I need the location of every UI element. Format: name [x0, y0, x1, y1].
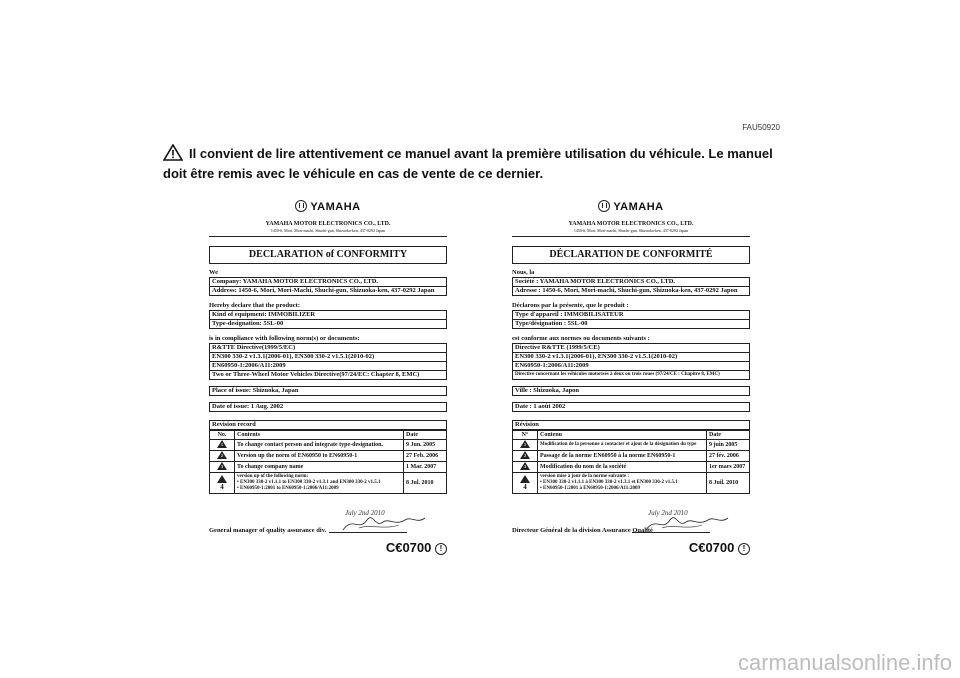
- norm-row: Two or Three-Wheel Motor Vehicles Directive(97/24/EC: Chapter 8, EMC): [212, 371, 420, 378]
- hereby-label: Déclarons par la présente, que le produit :: [512, 302, 629, 309]
- revision-table: [513, 430, 749, 493]
- revision-triangle-icon: [520, 475, 530, 483]
- header-contents: Contenu: [538, 431, 707, 440]
- norm-row: EN60950-1:2006/A11:2009: [513, 362, 749, 371]
- table-row: [513, 462, 749, 473]
- norm-row: Directive concernant les véhicules motorisés à deux ou trois roues (97/24/CE : Chapitre 8, EMC): [515, 372, 720, 377]
- hereby-label: Hereby declare that the product:: [209, 302, 300, 309]
- page-code: FAU50920: [742, 123, 780, 132]
- watermark: carmanualsonline.info: [737, 650, 952, 675]
- svg-text:July 2nd 2010: July 2nd 2010: [345, 509, 385, 517]
- header-no: N°: [513, 431, 538, 440]
- revision-date: 27 fév. 2006: [707, 451, 750, 462]
- revision-date: 1 Mar. 2007: [404, 462, 447, 473]
- product-box: [512, 310, 750, 329]
- signature-line: [329, 532, 407, 533]
- declaration-title: DÉCLARATION DE CONFORMITÉ: [512, 246, 750, 264]
- norms-box: [512, 343, 750, 380]
- revision-record: [209, 420, 447, 494]
- revision-triangle-icon: 2: [520, 451, 530, 459]
- date-box: [512, 402, 750, 412]
- revision-date: 1er mars 2007: [707, 462, 750, 473]
- tuning-fork-icon: [295, 200, 307, 212]
- table-row: [210, 440, 446, 451]
- date-box: [209, 402, 447, 412]
- signature-block: [209, 506, 447, 536]
- type-row: Type/désignation : 5SL-00: [515, 320, 588, 327]
- revision-contents: version mise à jour de la norme suivante : • EN300 330-2 v1.1.1 à EN300 330-2 v1.3.1 et EN300 330-2 v1.5.1 • EN60950-1:2001 à EN60950-1:2006/A11:2009: [538, 473, 707, 494]
- norm-row: EN60950-1:2006/A11:2009: [210, 362, 446, 371]
- revision-triangle-icon: 1: [520, 440, 530, 448]
- kind-row: Kind of equipment: IMMOBILIZER: [210, 311, 446, 320]
- revision-contents: Passage de la norme EN60950 à la norme EN60950-1: [538, 451, 707, 462]
- revision-triangle-icon: 3: [217, 462, 227, 470]
- table-row: [513, 440, 749, 451]
- declaration-english: [209, 200, 447, 555]
- table-header: [210, 431, 446, 440]
- revision-contents: version up of the following norm: • EN300 330-2 v1.1.1 to EN300 330-2 v1.3.1 and EN300 330-2 v1.5.1 • EN60950-1:2001 to EN60950-1:2006/A11:2009: [235, 473, 404, 494]
- company-name: YAMAHA MOTOR ELECTRONICS CO., LTD.: [568, 221, 694, 227]
- company-box: [512, 277, 750, 296]
- company-row: Société : YAMAHA MOTOR ELECTRONICS CO., LTD.: [513, 278, 749, 287]
- company-name: YAMAHA MOTOR ELECTRONICS CO., LTD.: [265, 221, 391, 227]
- place-row: Ville : Shizuoka, Japon: [515, 387, 580, 394]
- table-row: [210, 462, 446, 473]
- revision-triangle-icon: [217, 475, 227, 483]
- we-label: Nous, la: [512, 269, 535, 276]
- kind-row: Type d'appareil : IMMOBILISATEUR: [513, 311, 749, 320]
- alert-circle-icon: !: [435, 543, 447, 555]
- table-row: 4 version mise à jour de la norme suivante : • EN300 330-2 v1.1.1 à EN300 330-2 v1.3.1 et EN300 330-2 v1.5.1 • EN60950-1:2001 à EN60950-1:2006/A11:2009 8 Juil. 2010: [513, 473, 749, 494]
- warning-notice: [163, 144, 793, 182]
- revision-record: [512, 420, 750, 494]
- place-row: Place of issue: Shizuoka, Japan: [212, 387, 299, 394]
- address-row: Adresse : 1450-6, Mori, Mori-machi, Shuchi-gun, Shizuoka-ken, 437-0292 Japon: [515, 287, 738, 294]
- tuning-fork-icon: [598, 200, 610, 212]
- handwritten-signature: [339, 506, 429, 534]
- alert-circle-icon: !: [738, 543, 750, 555]
- place-box: [209, 386, 447, 396]
- we-label: We: [209, 269, 219, 276]
- handwritten-signature: [642, 506, 732, 534]
- warning-icon: [163, 144, 183, 165]
- type-row: Type-designation: 5SL-00: [212, 320, 284, 327]
- revision-table: [210, 430, 446, 493]
- date-row: Date : 1 août 2002: [515, 403, 566, 410]
- revision-date: 8 Juil. 2010: [707, 473, 750, 494]
- revision-title: Revision record: [210, 421, 446, 430]
- address-row: Address: 1450-6, Mori, Mori-Machi, Shuchi-gun, Shizuoka-ken, 437-0292 Japan: [212, 287, 435, 294]
- company-row: Company: YAMAHA MOTOR ELECTRONICS CO., LTD.: [210, 278, 446, 287]
- compliance-label: est conforme aux normes ou documents suivants :: [512, 335, 650, 342]
- signature-block: [512, 506, 750, 536]
- header-no: No.: [210, 431, 235, 440]
- signature-label: General manager of quality assurance div.: [209, 527, 327, 534]
- table-row: 4 version up of the following norm: • EN300 330-2 v1.1.1 to EN300 330-2 v1.3.1 and EN300 330-2 v1.5.1 • EN60950-1:2001 to EN60950-1:2006/A11:2009 8 Jul. 2010: [210, 473, 446, 494]
- compliance-label: is in compliance with following norm(s) or documents:: [209, 335, 360, 342]
- place-box: [512, 386, 750, 396]
- company-address: 1450-6, Mori, Mori-machi, Shuchi-gun, Shizuoka-ken, 437-0292 Japan: [512, 228, 750, 237]
- ce-mark: C€0700 !: [209, 540, 447, 555]
- revision-date: 8 Jul. 2010: [404, 473, 447, 494]
- header-contents: Contents: [235, 431, 404, 440]
- revision-contents: To change company name: [235, 462, 404, 473]
- revision-title: Révision: [513, 421, 749, 430]
- revision-contents: Modification du nom de la société: [538, 462, 707, 473]
- revision-triangle-icon: 3: [520, 462, 530, 470]
- date-row: Date of issue: 1 Aug. 2002: [212, 403, 284, 410]
- revision-contents: To change contact person and integrate type-designation.: [235, 440, 404, 451]
- revision-date: 9 juin 2005: [707, 440, 750, 451]
- header-date: Date: [707, 431, 750, 440]
- table-header: [513, 431, 749, 440]
- norm-row: EN300 330-2 v1.3.1(2006-01), EN300 330-2 v1.5.1(2010-02): [513, 353, 749, 362]
- norm-row: R&TTE Directive(1999/5/EC): [210, 344, 446, 353]
- norms-box: [209, 343, 447, 380]
- norm-row: EN300 330-2 v1.3.1(2006-01), EN300 330-2 v1.5.1(2010-02): [210, 353, 446, 362]
- revision-date: 9 Jun. 2005: [404, 440, 447, 451]
- svg-text:July 2nd 2010: July 2nd 2010: [648, 509, 688, 517]
- declaration-french: [512, 200, 750, 555]
- table-row: [210, 451, 446, 462]
- revision-contents: Modification de la personne à contacter et ajout de la désignation du type: [538, 440, 707, 451]
- revision-contents: Version up the norm of EN60950 to EN60950-1: [235, 451, 404, 462]
- yamaha-logo: YAMAHA: [209, 200, 447, 214]
- warning-text: Il convient de lire attentivement ce manuel avant la première utilisation du véhicule. Le manuel doit être remis avec le véhicule en cas de vente de ce dernier.: [163, 146, 773, 181]
- revision-date: 27 Feb. 2006: [404, 451, 447, 462]
- declaration-title: DECLARATION of CONFORMITY: [209, 246, 447, 264]
- revision-triangle-icon: 1: [217, 440, 227, 448]
- ce-mark: C€0700 !: [512, 540, 750, 555]
- table-row: [513, 451, 749, 462]
- revision-triangle-icon: 2: [217, 451, 227, 459]
- product-box: [209, 310, 447, 329]
- signature-line: [632, 532, 710, 533]
- norm-row: Directive R&TTE (1999/5/CE): [513, 344, 749, 353]
- signature-label: Directeur Général de la division Assurance Qualité: [512, 527, 653, 534]
- company-address: 1450-6, Mori, Mori-machi, Shuchi-gun, Shizuoka-ken, 437-0292 Japan: [209, 228, 447, 237]
- company-box: [209, 277, 447, 296]
- yamaha-logo: YAMAHA: [512, 200, 750, 214]
- header-date: Date: [404, 431, 447, 440]
